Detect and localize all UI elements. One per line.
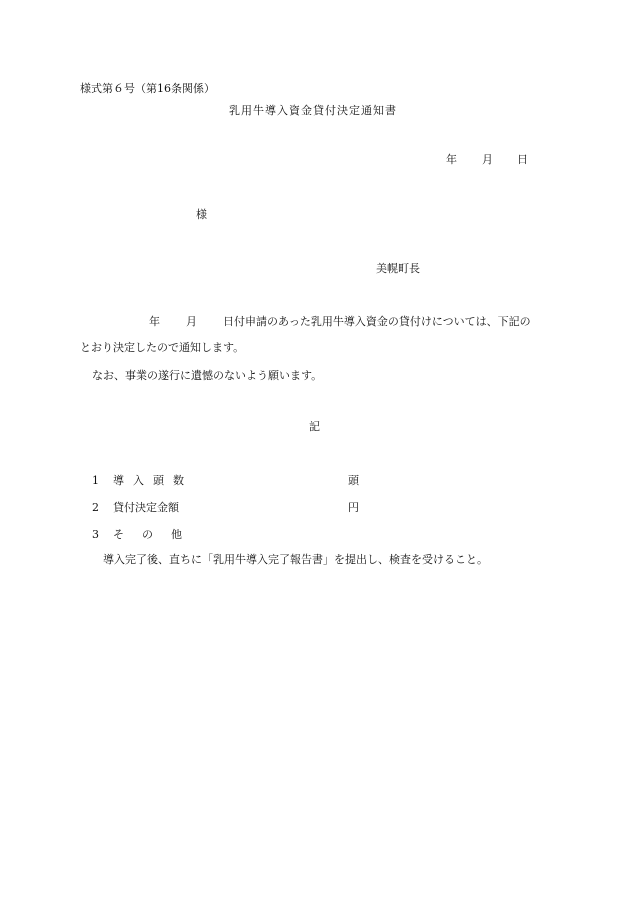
item-2-number: 2 xyxy=(92,501,99,514)
item-3-label: その他 xyxy=(113,528,200,541)
item-1-label: 導入頭数 xyxy=(113,474,193,487)
body-line-3: なお、事業の遂行に遺憾のないよう願います。 xyxy=(92,369,323,382)
body-year-label: 年 xyxy=(149,315,160,328)
body-month-label: 月 xyxy=(186,315,197,328)
body-line-2: とおり決定したので通知します。 xyxy=(80,341,245,354)
item-1-number: 1 xyxy=(92,474,99,487)
form-label: 様式第６号（第16条関係） xyxy=(80,82,215,95)
item-2-label: 貸付決定金額 xyxy=(113,501,179,514)
date-month-label: 月 xyxy=(482,153,493,166)
recipient-honorific: 様 xyxy=(196,208,207,221)
document-title: 乳用牛導入資金貸付決定通知書 xyxy=(229,104,397,117)
sender-name: 美幌町長 xyxy=(376,262,420,275)
item-1-unit: 頭 xyxy=(348,474,359,487)
ki-heading: 記 xyxy=(309,420,320,433)
item-3-number: 3 xyxy=(92,528,99,541)
body-line-1: 日付申請のあった乳用牛導入資金の貸付けについては、下記の xyxy=(223,315,531,328)
instruction-note: 導入完了後、直ちに「乳用牛導入完了報告書」を提出し、検査を受けること。 xyxy=(103,553,488,566)
date-day-label: 日 xyxy=(517,153,528,166)
date-year-label: 年 xyxy=(446,153,457,166)
item-2-unit: 円 xyxy=(348,501,359,514)
